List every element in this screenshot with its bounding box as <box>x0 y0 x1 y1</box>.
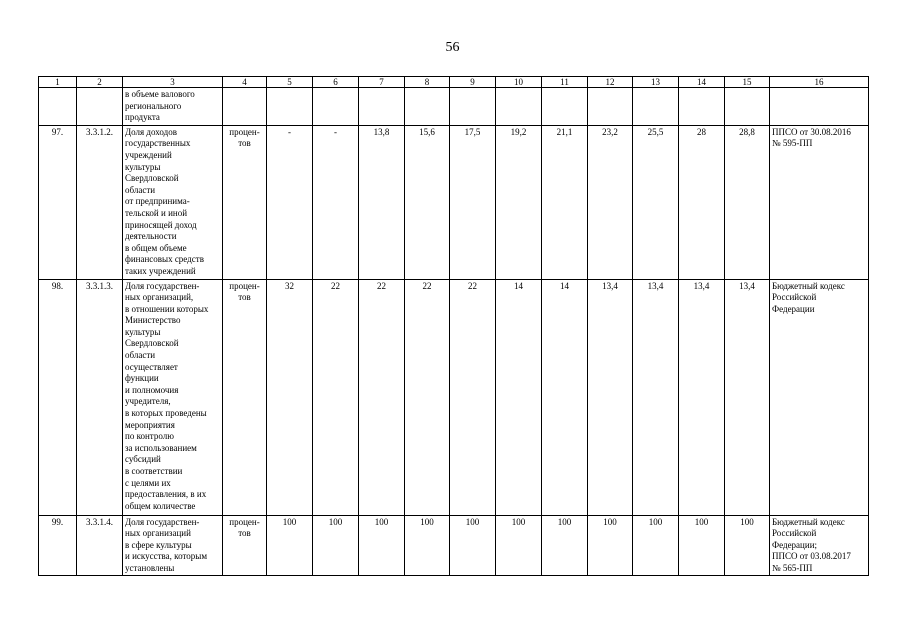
value-cell: 13,4 <box>725 279 770 515</box>
value-cell: 100 <box>267 515 313 576</box>
row-number: 97. <box>39 125 77 279</box>
page-number: 56 <box>445 40 460 55</box>
column-header: 9 <box>450 77 496 88</box>
column-header: 11 <box>542 77 588 88</box>
unit: процен- тов <box>223 515 267 576</box>
value-cell: 100 <box>542 515 588 576</box>
value-cell: 22 <box>359 279 405 515</box>
value-cell: 100 <box>725 515 770 576</box>
column-header: 7 <box>359 77 405 88</box>
column-header: 6 <box>313 77 359 88</box>
value-cell: 13,4 <box>679 279 725 515</box>
value-cell: 13,8 <box>359 125 405 279</box>
column-header: 4 <box>223 77 267 88</box>
column-header: 1 <box>39 77 77 88</box>
value-cell: 22 <box>313 279 359 515</box>
indicator-name: в объеме валового регионального продукта <box>123 88 223 126</box>
value-cell: 17,5 <box>450 125 496 279</box>
value-cell: 13,4 <box>633 279 679 515</box>
unit: процен- тов <box>223 125 267 279</box>
table-row <box>39 279 869 515</box>
row-code: 3.3.1.3. <box>77 279 123 515</box>
value-cell: 100 <box>405 515 450 576</box>
column-header: 14 <box>679 77 725 88</box>
value-cell: 32 <box>267 279 313 515</box>
value-cell: 100 <box>496 515 542 576</box>
column-number-row <box>39 77 869 88</box>
value-cell: 13,4 <box>588 279 633 515</box>
value-cell: 100 <box>450 515 496 576</box>
column-header: 10 <box>496 77 542 88</box>
unit: процен- тов <box>223 279 267 515</box>
column-header: 16 <box>770 77 869 88</box>
indicator-name: Доля государствен- ных организаций, в отношении которых Министерство культуры Свердловской области осуществляет функции и полномочия учредителя, в которых проведены мероприятия по контролю за использованием субсидий в соответствии с целями их предоставления, в их общем количестве <box>123 279 223 515</box>
value-cell: 25,5 <box>633 125 679 279</box>
table-row <box>39 515 869 576</box>
value-cell: 15,6 <box>405 125 450 279</box>
value-cell: 14 <box>542 279 588 515</box>
value-cell: 22 <box>450 279 496 515</box>
source-document: Бюджетный кодекс Российской Федерации <box>770 279 869 515</box>
table-row-continuation <box>39 88 869 126</box>
source-document: Бюджетный кодекс Российской Федерации; ППСО от 03.08.2017 № 565-ПП <box>770 515 869 576</box>
column-header: 13 <box>633 77 679 88</box>
value-cell: 28,8 <box>725 125 770 279</box>
column-header: 5 <box>267 77 313 88</box>
value-cell: 100 <box>313 515 359 576</box>
column-header: 8 <box>405 77 450 88</box>
value-cell: 21,1 <box>542 125 588 279</box>
value-cell: 19,2 <box>496 125 542 279</box>
indicators-table <box>38 76 869 576</box>
table-row <box>39 125 869 279</box>
value-cell: 14 <box>496 279 542 515</box>
row-code: 3.3.1.4. <box>77 515 123 576</box>
value-cell: - <box>313 125 359 279</box>
column-header: 3 <box>123 77 223 88</box>
row-number: 99. <box>39 515 77 576</box>
value-cell: - <box>267 125 313 279</box>
indicator-name: Доля государствен- ных организаций в сфере культуры и искусства, которым установлены <box>123 515 223 576</box>
row-code: 3.3.1.2. <box>77 125 123 279</box>
value-cell: 100 <box>588 515 633 576</box>
column-header: 15 <box>725 77 770 88</box>
row-number: 98. <box>39 279 77 515</box>
column-header: 12 <box>588 77 633 88</box>
source-document: ППСО от 30.08.2016 № 595-ПП <box>770 125 869 279</box>
value-cell: 22 <box>405 279 450 515</box>
value-cell: 100 <box>359 515 405 576</box>
value-cell: 28 <box>679 125 725 279</box>
value-cell: 100 <box>679 515 725 576</box>
column-header: 2 <box>77 77 123 88</box>
value-cell: 100 <box>633 515 679 576</box>
indicator-name: Доля доходов государственных учреждений культуры Свердловской области от предпринима- тельской и иной приносящей доход деятельности в общем объеме финансовых средств таких учреждений <box>123 125 223 279</box>
value-cell: 23,2 <box>588 125 633 279</box>
